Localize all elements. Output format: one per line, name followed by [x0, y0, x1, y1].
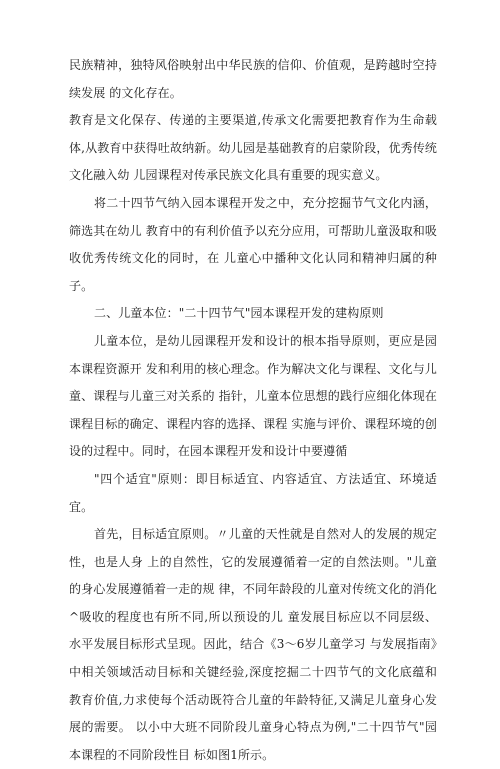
paragraph-1: 民族精神，独特风俗映射出中华民族的信仰、价值观，是跨越时空持续发展 的文化存在。 [69, 58, 437, 100]
paragraph-6: "四个适宜"原则：即目标适宜、内容适宜、方法适宜、环境适宜。 [69, 471, 437, 514]
paragraph-3: 将二十四节气纳入园本课程开发之中，充分挖掘节气文化内涵，筛选其在幼儿 教育中的有利价值予以充分应用，可帮助儿童汲取和吸收优秀传统文化的同时，在 儿童心中播种文化认同和精神归属的种子。 [69, 195, 437, 293]
section-heading: 二、儿童本位："二十四节气"园本课程开发的建构原则 [94, 306, 384, 321]
paragraph-7: 首先，目标适宜原则。〃儿童的天性就是自然对人的发展的规定性，也是人身 上的自然性，它的发展遵循着一定的自然法则。"儿童的身心发展遵循着一走的规 律，不同年龄段的儿童对传统文化的消化^吸收的程度也有所不同,所以预设的儿 童发展目标应以不同层级、水平发展目标形式呈现。因此，结合《3～6岁儿童学习 与发展指南》中相关领域活动目标和关键经验,深度挖掘二十四节气的文化底蕴和 教育价值,力求使每个活动既符合儿童的年龄特征,又满足儿童身心发展的需要。 以小中大班不同阶段儿童身心特点为例,"二十四节气"园本课程的不同阶段性目 标如图1所示。 [69, 527, 437, 762]
paragraph-2: 教育是文化保存、传递的主要渠道,传承文化需要把教育作为生命载 体,从教育中获得吐故纳新。幼儿园是基础教育的启蒙阶段，优秀传统文化融入幼 儿园课程对传承民族文化具有重要的现实意义。 [69, 113, 437, 183]
document-body [69, 52, 437, 769]
paragraph-5: 儿童本位，是幼儿园课程开发和设计的根本指导原则，更应是园本课程资源开 发和利用的核心理念。作为解决文化与课程、文化与儿童、课程与儿童三对关系的 指针，儿童本位思想的践行应细化体现在课程目标的确定、课程内容的选择、课程 实施与评价、课程环境的创设的过程中。同时，在园本课程开发和设计中要遵循 [69, 333, 437, 459]
